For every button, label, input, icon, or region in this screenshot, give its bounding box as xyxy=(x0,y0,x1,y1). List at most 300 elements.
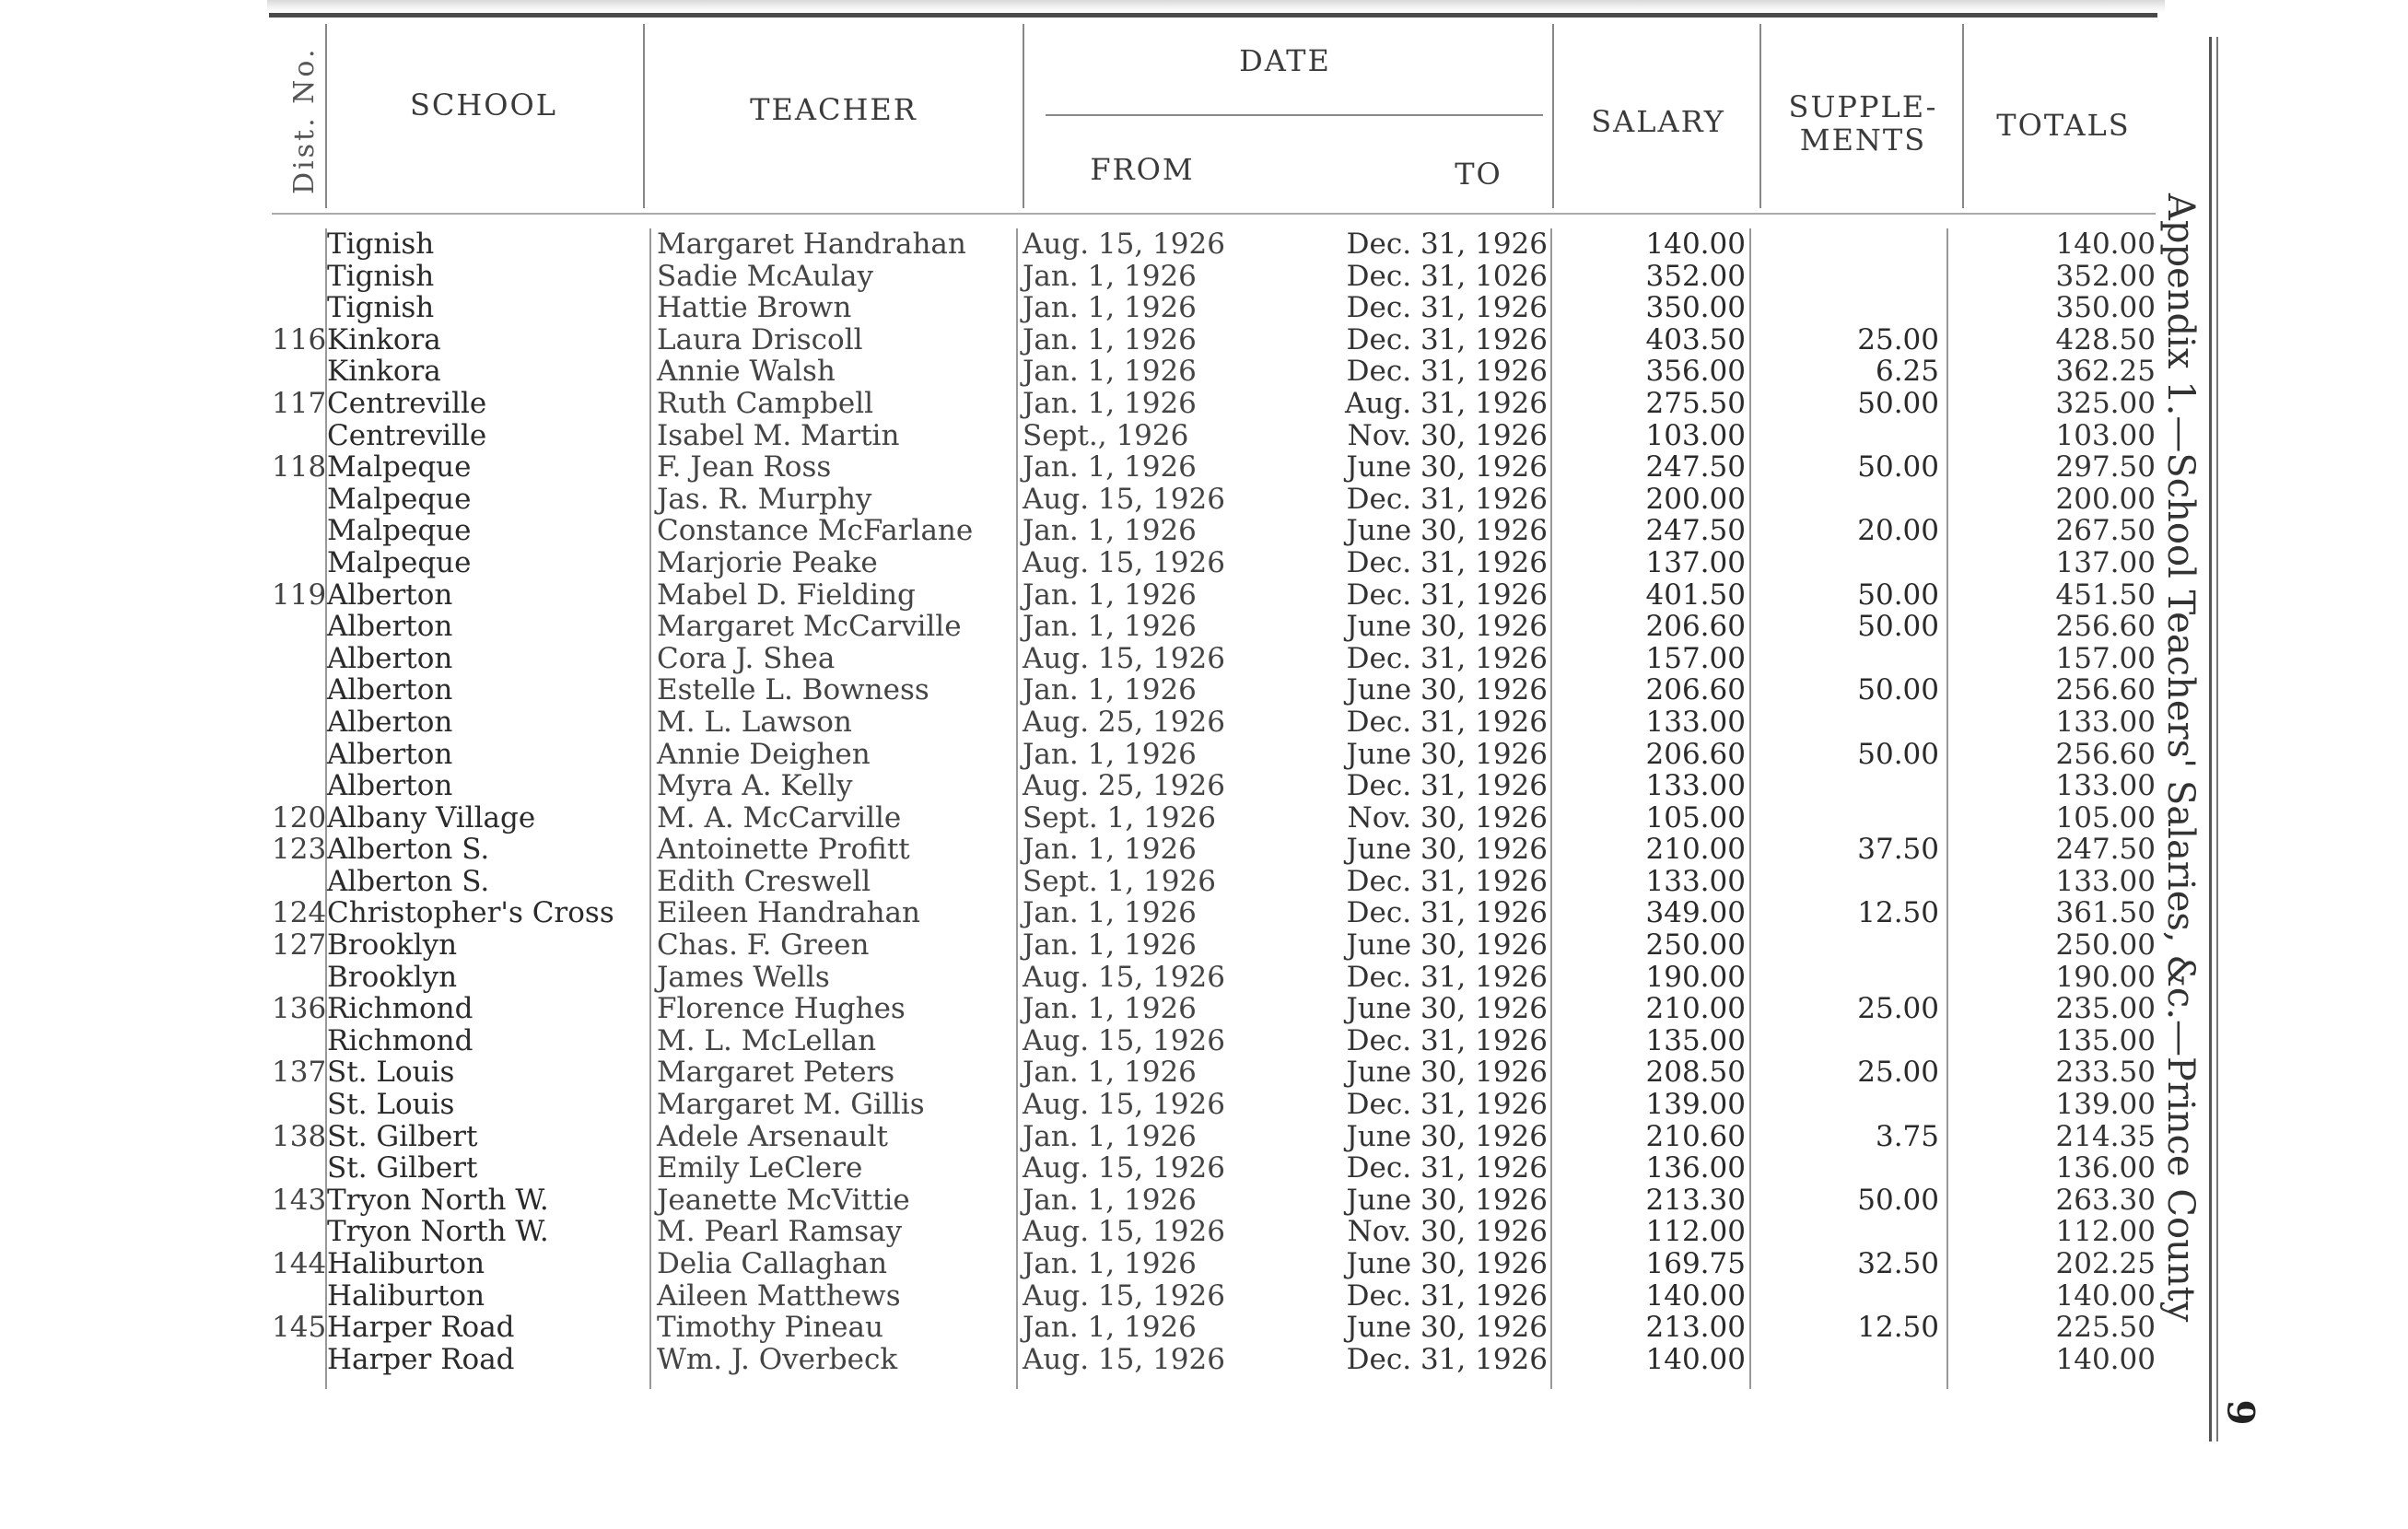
cell-teacher: Edith Creswell xyxy=(657,864,871,898)
cell-to: June 30, 1926 xyxy=(1346,1183,1548,1217)
cell-to: Dec. 31, 1926 xyxy=(1346,545,1548,579)
cell-total: 297.50 xyxy=(2055,450,2156,484)
cell-supplements: 50.00 xyxy=(1857,610,1939,644)
cell-teacher: Delia Callaghan xyxy=(657,1247,888,1280)
cell-teacher: Eileen Handrahan xyxy=(657,896,921,930)
cell-to: Dec. 31, 1926 xyxy=(1346,641,1548,675)
cell-total: 233.50 xyxy=(2055,1056,2156,1090)
table-row xyxy=(272,228,2160,261)
cell-teacher: Antoinette Profitt xyxy=(657,833,910,867)
cell-salary: 200.00 xyxy=(1645,482,1746,516)
cell-to: June 30, 1926 xyxy=(1346,514,1548,548)
cell-to: Dec. 31, 1926 xyxy=(1346,705,1548,739)
cell-total: 202.25 xyxy=(2055,1247,2156,1280)
top-rule xyxy=(269,13,2157,18)
cell-to: June 30, 1926 xyxy=(1346,673,1548,707)
cell-teacher: M. L. McLellan xyxy=(657,1023,877,1057)
cell-from: Aug. 15, 1926 xyxy=(1023,1278,1225,1313)
header-school: SCHOOL xyxy=(409,88,558,123)
cell-to: Dec. 31, 1926 xyxy=(1346,1151,1548,1185)
cell-dist: 124 xyxy=(272,896,327,930)
cell-total: 105.00 xyxy=(2055,800,2156,835)
cell-supplements: 37.50 xyxy=(1857,833,1939,867)
table-row xyxy=(272,929,2160,962)
cell-school: Kinkora xyxy=(327,355,441,389)
table-row xyxy=(272,674,2160,706)
cell-salary: 401.50 xyxy=(1645,578,1746,612)
divider-date xyxy=(1552,24,1554,208)
cell-total: 325.00 xyxy=(2055,386,2156,420)
cell-school: Alberton xyxy=(327,641,453,675)
cell-school: Tryon North W. xyxy=(327,1183,549,1217)
cell-salary: 140.00 xyxy=(1645,1342,1746,1376)
cell-to: Dec. 31, 1926 xyxy=(1346,1023,1548,1057)
cell-salary: 213.00 xyxy=(1645,1311,1746,1345)
header-dist-no: Dist. No. xyxy=(288,46,321,194)
table-row xyxy=(272,547,2160,579)
cell-school: Tignish xyxy=(327,259,435,293)
cell-to: Dec. 31, 1926 xyxy=(1346,1088,1548,1122)
cell-to: June 30, 1926 xyxy=(1346,450,1548,484)
cell-from: Sept. 1, 1926 xyxy=(1023,800,1216,835)
cell-from: Jan. 1, 1926 xyxy=(1023,514,1197,548)
table-row xyxy=(272,484,2160,516)
cell-school: Malpeque xyxy=(327,482,472,516)
cell-from: Aug. 25, 1926 xyxy=(1023,705,1225,739)
cell-supplements: 12.50 xyxy=(1857,1311,1939,1345)
cell-total: 361.50 xyxy=(2055,896,2156,930)
cell-salary: 103.00 xyxy=(1645,418,1746,452)
cell-from: Jan. 1, 1926 xyxy=(1023,928,1197,963)
cell-to: Dec. 31, 1026 xyxy=(1346,259,1548,293)
cell-teacher: M. A. McCarville xyxy=(657,800,902,835)
cell-supplements: 32.50 xyxy=(1857,1247,1939,1280)
table-row xyxy=(272,1121,2160,1153)
cell-teacher: Florence Hughes xyxy=(657,992,906,1026)
cell-dist: 119 xyxy=(272,578,327,612)
cell-total: 256.60 xyxy=(2055,737,2156,771)
page-number: 9 xyxy=(2218,1399,2262,1426)
cell-from: Jan. 1, 1926 xyxy=(1023,386,1197,420)
cell-teacher: Jeanette McVittie xyxy=(657,1183,910,1217)
cell-from: Aug. 15, 1926 xyxy=(1023,1088,1225,1122)
cell-teacher: Wm. J. Overbeck xyxy=(657,1342,898,1376)
cell-supplements: 25.00 xyxy=(1857,992,1939,1026)
cell-from: Aug. 15, 1926 xyxy=(1023,1023,1225,1057)
cell-supplements: 50.00 xyxy=(1857,450,1939,484)
cell-dist: 123 xyxy=(272,833,327,867)
header-to: TO xyxy=(1455,157,1502,192)
cell-salary: 112.00 xyxy=(1645,1215,1746,1249)
cell-salary: 135.00 xyxy=(1645,1023,1746,1057)
cell-total: 190.00 xyxy=(2055,960,2156,994)
cell-from: Jan. 1, 1926 xyxy=(1023,1056,1197,1090)
cell-school: Alberton xyxy=(327,673,453,707)
cell-salary: 247.50 xyxy=(1645,514,1746,548)
cell-teacher: Constance McFarlane xyxy=(657,514,974,548)
cell-salary: 105.00 xyxy=(1645,800,1746,835)
cell-school: Tryon North W. xyxy=(327,1215,549,1249)
table-row xyxy=(272,388,2160,420)
cell-school: Alberton xyxy=(327,705,453,739)
table-row xyxy=(272,834,2160,866)
table-row xyxy=(272,962,2160,994)
cell-to: Dec. 31, 1926 xyxy=(1346,482,1548,516)
cell-total: 140.00 xyxy=(2055,1342,2156,1376)
salary-table xyxy=(272,24,2160,1406)
cell-teacher: Isabel M. Martin xyxy=(657,418,900,452)
cell-supplements: 25.00 xyxy=(1857,322,1939,356)
cell-from: Aug. 15, 1926 xyxy=(1023,1215,1225,1249)
table-row xyxy=(272,611,2160,643)
cell-from: Jan. 1, 1926 xyxy=(1023,1119,1197,1153)
cell-teacher: Aileen Matthews xyxy=(657,1278,901,1313)
cell-from: Jan. 1, 1926 xyxy=(1023,450,1197,484)
table-body xyxy=(272,228,2160,1375)
cell-to: June 30, 1926 xyxy=(1346,928,1548,963)
cell-to: Dec. 31, 1926 xyxy=(1346,960,1548,994)
cell-school: Alberton xyxy=(327,578,453,612)
cell-salary: 133.00 xyxy=(1645,769,1746,803)
header-bottom-rule xyxy=(272,213,2156,215)
cell-from: Aug. 15, 1926 xyxy=(1023,1151,1225,1185)
cell-total: 112.00 xyxy=(2055,1215,2156,1249)
table-row xyxy=(272,1216,2160,1248)
cell-supplements: 25.00 xyxy=(1857,1056,1939,1090)
table-row xyxy=(272,1312,2160,1344)
cell-teacher: Chas. F. Green xyxy=(657,928,870,963)
cell-school: Brooklyn xyxy=(327,960,458,994)
cell-salary: 275.50 xyxy=(1645,386,1746,420)
cell-school: Harper Road xyxy=(327,1311,515,1345)
table-row xyxy=(272,802,2160,835)
cell-school: Alberton xyxy=(327,769,453,803)
cell-total: 133.00 xyxy=(2055,705,2156,739)
cell-school: Richmond xyxy=(327,1023,473,1057)
table-row xyxy=(272,993,2160,1025)
cell-salary: 356.00 xyxy=(1645,355,1746,389)
cell-total: 451.50 xyxy=(2055,578,2156,612)
cell-salary: 136.00 xyxy=(1645,1151,1746,1185)
cell-from: Jan. 1, 1926 xyxy=(1023,1311,1197,1345)
cell-supplements: 50.00 xyxy=(1857,737,1939,771)
cell-salary: 350.00 xyxy=(1645,291,1746,325)
table-row xyxy=(272,1248,2160,1280)
cell-from: Aug. 15, 1926 xyxy=(1023,228,1225,261)
cell-supplements: 6.25 xyxy=(1875,355,1939,389)
cell-to: Dec. 31, 1926 xyxy=(1346,896,1548,930)
table-row xyxy=(272,356,2160,388)
header-supplements: SUPPLE- MENTS xyxy=(1788,89,1938,158)
table-row xyxy=(272,866,2160,898)
cell-salary: 206.60 xyxy=(1645,673,1746,707)
cell-from: Aug. 15, 1926 xyxy=(1023,960,1225,994)
scan-edge xyxy=(267,0,2165,13)
cell-school: Alberton xyxy=(327,610,453,644)
cell-teacher: Margaret M. Gillis xyxy=(657,1088,925,1122)
table-row xyxy=(272,1344,2160,1376)
cell-from: Jan. 1, 1926 xyxy=(1023,610,1197,644)
cell-teacher: F. Jean Ross xyxy=(657,450,832,484)
cell-to: Dec. 31, 1926 xyxy=(1346,355,1548,389)
cell-school: Tignish xyxy=(327,291,435,325)
header-date: DATE xyxy=(1239,43,1331,78)
cell-dist: 127 xyxy=(272,928,327,963)
cell-from: Jan. 1, 1926 xyxy=(1023,833,1197,867)
date-underline xyxy=(1046,114,1543,116)
cell-school: St. Gilbert xyxy=(327,1151,478,1185)
cell-teacher: Ruth Campbell xyxy=(657,386,874,420)
table-row xyxy=(272,292,2160,324)
cell-total: 140.00 xyxy=(2055,1278,2156,1313)
cell-total: 103.00 xyxy=(2055,418,2156,452)
cell-total: 137.00 xyxy=(2055,545,2156,579)
cell-salary: 247.50 xyxy=(1645,450,1746,484)
table-row xyxy=(272,1152,2160,1185)
cell-to: Dec. 31, 1926 xyxy=(1346,864,1548,898)
cell-salary: 403.50 xyxy=(1645,322,1746,356)
cell-salary: 210.00 xyxy=(1645,833,1746,867)
cell-from: Jan. 1, 1926 xyxy=(1023,737,1197,771)
cell-teacher: Annie Deighen xyxy=(657,737,871,771)
cell-teacher: Margaret Peters xyxy=(657,1056,895,1090)
cell-school: Harper Road xyxy=(327,1342,515,1376)
cell-teacher: Cora J. Shea xyxy=(657,641,836,675)
cell-salary: 210.00 xyxy=(1645,992,1746,1026)
cell-total: 256.60 xyxy=(2055,610,2156,644)
cell-school: Alberton S. xyxy=(327,864,490,898)
cell-salary: 206.60 xyxy=(1645,737,1746,771)
cell-school: Haliburton xyxy=(327,1247,485,1280)
cell-dist: 118 xyxy=(272,450,327,484)
table-row xyxy=(272,420,2160,452)
cell-total: 267.50 xyxy=(2055,514,2156,548)
cell-from: Aug. 15, 1926 xyxy=(1023,1342,1225,1376)
cell-total: 247.50 xyxy=(2055,833,2156,867)
cell-to: Dec. 31, 1926 xyxy=(1346,1278,1548,1313)
cell-total: 133.00 xyxy=(2055,864,2156,898)
divider-school xyxy=(643,24,645,208)
cell-to: June 30, 1926 xyxy=(1346,833,1548,867)
cell-from: Jan. 1, 1926 xyxy=(1023,259,1197,293)
cell-school: Albany Village xyxy=(327,800,536,835)
cell-total: 235.00 xyxy=(2055,992,2156,1026)
cell-supplements: 20.00 xyxy=(1857,514,1939,548)
cell-from: Jan. 1, 1926 xyxy=(1023,355,1197,389)
table-row xyxy=(272,739,2160,771)
cell-from: Aug. 15, 1926 xyxy=(1023,482,1225,516)
cell-total: 200.00 xyxy=(2055,482,2156,516)
cell-dist: 145 xyxy=(272,1311,327,1345)
cell-from: Jan. 1, 1926 xyxy=(1023,992,1197,1026)
cell-total: 140.00 xyxy=(2055,228,2156,261)
cell-to: June 30, 1926 xyxy=(1346,1311,1548,1345)
cell-teacher: Marjorie Peake xyxy=(657,545,878,579)
table-row xyxy=(272,1185,2160,1217)
cell-school: Richmond xyxy=(327,992,473,1026)
cell-total: 136.00 xyxy=(2055,1151,2156,1185)
cell-teacher: Jas. R. Murphy xyxy=(657,482,872,516)
cell-teacher: Margaret Handrahan xyxy=(657,228,966,261)
header-salary: SALARY xyxy=(1591,104,1725,139)
cell-to: Dec. 31, 1926 xyxy=(1346,291,1548,325)
cell-from: Jan. 1, 1926 xyxy=(1023,291,1197,325)
cell-teacher: Sadie McAulay xyxy=(657,259,874,293)
table-row xyxy=(272,515,2160,547)
cell-to: Dec. 31, 1926 xyxy=(1346,769,1548,803)
cell-to: Dec. 31, 1926 xyxy=(1346,228,1548,261)
cell-school: Centreville xyxy=(327,386,487,420)
cell-salary: 169.75 xyxy=(1645,1247,1746,1280)
table-row xyxy=(272,579,2160,612)
cell-teacher: M. L. Lawson xyxy=(657,705,852,739)
cell-teacher: Laura Driscoll xyxy=(657,322,863,356)
cell-supplements: 50.00 xyxy=(1857,673,1939,707)
header-teacher: TEACHER xyxy=(750,92,918,127)
cell-school: St. Gilbert xyxy=(327,1119,478,1153)
cell-from: Sept. 1, 1926 xyxy=(1023,864,1216,898)
cell-to: Dec. 31, 1926 xyxy=(1346,322,1548,356)
divider-dist xyxy=(325,24,327,208)
cell-total: 225.50 xyxy=(2055,1311,2156,1345)
cell-salary: 250.00 xyxy=(1645,928,1746,963)
table-row xyxy=(272,1056,2160,1089)
cell-to: June 30, 1926 xyxy=(1346,1056,1548,1090)
cell-to: Aug. 31, 1926 xyxy=(1345,386,1548,420)
cell-to: June 30, 1926 xyxy=(1346,1247,1548,1280)
cell-total: 214.35 xyxy=(2055,1119,2156,1153)
cell-dist: 116 xyxy=(272,322,327,356)
cell-school: St. Louis xyxy=(327,1088,455,1122)
cell-school: Kinkora xyxy=(327,322,441,356)
cell-school: Alberton S. xyxy=(327,833,490,867)
cell-dist: 117 xyxy=(272,386,327,420)
cell-salary: 213.30 xyxy=(1645,1183,1746,1217)
cell-total: 263.30 xyxy=(2055,1183,2156,1217)
cell-school: Tignish xyxy=(327,228,435,261)
cell-from: Jan. 1, 1926 xyxy=(1023,578,1197,612)
side-title: Appendix 1.—School Teachers' Salaries, &c.—Prince County xyxy=(2159,193,2202,1323)
cell-to: June 30, 1926 xyxy=(1346,1119,1548,1153)
cell-from: Sept., 1926 xyxy=(1023,418,1189,452)
cell-from: Aug. 25, 1926 xyxy=(1023,769,1225,803)
cell-school: Malpeque xyxy=(327,450,472,484)
cell-teacher: Hattie Brown xyxy=(657,291,852,325)
table-row xyxy=(272,1089,2160,1121)
cell-salary: 352.00 xyxy=(1645,259,1746,293)
cell-school: Christopher's Cross xyxy=(327,896,614,930)
cell-total: 256.60 xyxy=(2055,673,2156,707)
cell-salary: 137.00 xyxy=(1645,545,1746,579)
cell-to: Nov. 30, 1926 xyxy=(1347,418,1548,452)
table-row xyxy=(272,261,2160,293)
cell-school: Malpeque xyxy=(327,514,472,548)
cell-from: Jan. 1, 1926 xyxy=(1023,673,1197,707)
cell-dist: 138 xyxy=(272,1119,327,1153)
right-rule-outer xyxy=(2209,37,2212,1441)
cell-salary: 206.60 xyxy=(1645,610,1746,644)
cell-supplements: 50.00 xyxy=(1857,578,1939,612)
cell-total: 362.25 xyxy=(2055,355,2156,389)
cell-to: Nov. 30, 1926 xyxy=(1347,1215,1548,1249)
cell-supplements: 50.00 xyxy=(1857,1183,1939,1217)
table-row xyxy=(272,897,2160,929)
table-row xyxy=(272,1280,2160,1313)
divider-supplements xyxy=(1962,24,1964,208)
cell-salary: 139.00 xyxy=(1645,1088,1746,1122)
cell-salary: 133.00 xyxy=(1645,705,1746,739)
cell-school: St. Louis xyxy=(327,1056,455,1090)
cell-teacher: Estelle L. Bowness xyxy=(657,673,929,707)
cell-salary: 133.00 xyxy=(1645,864,1746,898)
cell-dist: 137 xyxy=(272,1056,327,1090)
cell-total: 250.00 xyxy=(2055,928,2156,963)
cell-dist: 143 xyxy=(272,1183,327,1217)
cell-teacher: Adele Arsenault xyxy=(657,1119,888,1153)
cell-to: Nov. 30, 1926 xyxy=(1347,800,1548,835)
cell-teacher: Timothy Pineau xyxy=(657,1311,883,1345)
cell-salary: 140.00 xyxy=(1645,228,1746,261)
cell-salary: 157.00 xyxy=(1645,641,1746,675)
cell-salary: 349.00 xyxy=(1645,896,1746,930)
cell-total: 352.00 xyxy=(2055,259,2156,293)
cell-total: 135.00 xyxy=(2055,1023,2156,1057)
cell-total: 157.00 xyxy=(2055,641,2156,675)
table-row xyxy=(272,324,2160,356)
cell-to: Dec. 31, 1926 xyxy=(1346,1342,1548,1376)
divider-salary xyxy=(1759,24,1761,208)
header-totals: TOTALS xyxy=(1996,108,2131,143)
cell-to: June 30, 1926 xyxy=(1346,992,1548,1026)
cell-teacher: Annie Walsh xyxy=(657,355,836,389)
cell-from: Jan. 1, 1926 xyxy=(1023,1247,1197,1280)
cell-supplements: 12.50 xyxy=(1857,896,1939,930)
cell-salary: 190.00 xyxy=(1645,960,1746,994)
cell-from: Jan. 1, 1926 xyxy=(1023,322,1197,356)
cell-dist: 144 xyxy=(272,1247,327,1280)
cell-school: Centreville xyxy=(327,418,487,452)
cell-salary: 208.50 xyxy=(1645,1056,1746,1090)
cell-dist: 136 xyxy=(272,992,327,1026)
cell-total: 133.00 xyxy=(2055,769,2156,803)
cell-teacher: Myra A. Kelly xyxy=(657,769,853,803)
divider-teacher xyxy=(1023,24,1024,208)
cell-supplements: 3.75 xyxy=(1875,1119,1939,1153)
cell-from: Jan. 1, 1926 xyxy=(1023,896,1197,930)
cell-to: Dec. 31, 1926 xyxy=(1346,578,1548,612)
cell-teacher: James Wells xyxy=(657,960,830,994)
cell-total: 350.00 xyxy=(2055,291,2156,325)
cell-dist: 120 xyxy=(272,800,327,835)
table-row xyxy=(272,451,2160,484)
cell-teacher: Mabel D. Fielding xyxy=(657,578,916,612)
cell-teacher: Emily LeClere xyxy=(657,1151,863,1185)
cell-school: Malpeque xyxy=(327,545,472,579)
table-row xyxy=(272,643,2160,675)
cell-from: Jan. 1, 1926 xyxy=(1023,1183,1197,1217)
cell-total: 428.50 xyxy=(2055,322,2156,356)
cell-school: Haliburton xyxy=(327,1278,485,1313)
cell-school: Alberton xyxy=(327,737,453,771)
cell-from: Aug. 15, 1926 xyxy=(1023,641,1225,675)
cell-teacher: M. Pearl Ramsay xyxy=(657,1215,903,1249)
header-from: FROM xyxy=(1090,152,1195,187)
table-row xyxy=(272,770,2160,802)
cell-to: June 30, 1926 xyxy=(1346,737,1548,771)
table-row xyxy=(272,706,2160,739)
cell-school: Brooklyn xyxy=(327,928,458,963)
cell-teacher: Margaret McCarville xyxy=(657,610,962,644)
